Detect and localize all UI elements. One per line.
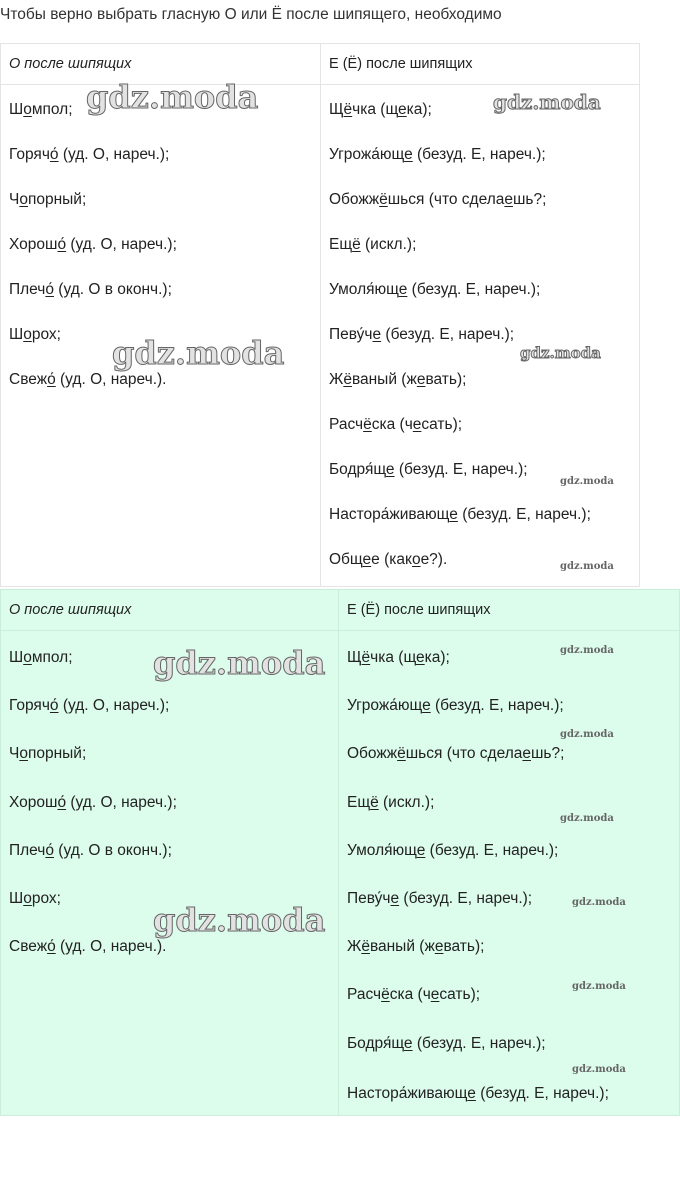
list-item: Чопорный; xyxy=(9,191,87,208)
header-o-after-sibilants: О после шипящих xyxy=(1,590,339,631)
list-item: Щёчка (щека); xyxy=(347,649,450,666)
watermark-logo: gdz.moda xyxy=(520,344,601,362)
header-e-after-sibilants: Е (Ё) после шипящих xyxy=(339,590,680,631)
right-column xyxy=(321,85,640,587)
list-item: Обожжёшься (что сделаешь?; xyxy=(329,191,547,208)
list-item: Свежо́ (уд. О, нареч.). xyxy=(9,938,167,956)
header-e-after-sibilants: Е (Ё) после шипящих xyxy=(321,44,640,85)
watermark-logo: gdz.moda xyxy=(493,90,601,114)
watermark-logo: gdz.moda xyxy=(112,334,285,372)
list-item: Певу́че (безуд. Е, нареч.); xyxy=(329,326,515,343)
watermark-logo: gdz.moda xyxy=(153,644,326,682)
list-item: Расчёска (чесать); xyxy=(329,416,463,433)
rules-table-1 xyxy=(0,43,640,587)
list-item: Чопорный; xyxy=(9,745,87,763)
list-item: Жёваный (жевать); xyxy=(347,938,485,956)
list-item: Общее (какое?). xyxy=(329,551,448,568)
list-item: Жёваный (жевать); xyxy=(329,371,467,388)
table-header-row xyxy=(1,44,640,85)
list-item: Умоля́юще (безуд. Е, нареч.); xyxy=(329,281,541,298)
rules-table-2 xyxy=(0,589,680,1116)
watermark-logo: gdz.moda xyxy=(560,561,614,572)
right-column xyxy=(339,631,680,1116)
table-body-row xyxy=(1,85,640,587)
list-item: Бодря́ще (безуд. Е, нареч.); xyxy=(329,461,528,478)
list-item: Свежо́ (уд. О, нареч.). xyxy=(9,371,167,388)
list-item: Угрожа́юще (безуд. Е, нареч.); xyxy=(329,146,546,163)
intro-text: Чтобы верно выбрать гласную О или Ё после шипящего, необходимо xyxy=(0,6,502,23)
watermark-logo: gdz.moda xyxy=(560,645,614,656)
header-o-after-sibilants: О после шипящих xyxy=(1,44,321,85)
list-item: Горячо́ (уд. О, нареч.); xyxy=(9,697,170,715)
list-item: Ещё (искл.); xyxy=(347,793,435,811)
list-item: Расчёска (чесать); xyxy=(347,986,481,1004)
left-column xyxy=(1,631,339,1116)
list-item: Шорох; xyxy=(9,889,61,907)
list-item: Хорошо́ (уд. О, нареч.); xyxy=(9,236,177,253)
list-item: Настора́живающе (безуд. Е, нареч.); xyxy=(347,1084,609,1102)
list-item: Настора́живающе (безуд. Е, нареч.); xyxy=(329,506,591,523)
list-item: Шорох; xyxy=(9,326,61,343)
watermark-logo: gdz.moda xyxy=(572,897,626,908)
watermark-logo: gdz.moda xyxy=(572,1064,626,1075)
list-item: Щёчка (щека); xyxy=(329,101,432,118)
list-item: Горячо́ (уд. О, нареч.); xyxy=(9,146,170,163)
watermark-logo: gdz.moda xyxy=(153,901,326,939)
watermark-logo: gdz.moda xyxy=(86,78,259,116)
list-item: Шомпол; xyxy=(9,101,73,118)
watermark-logo: gdz.moda xyxy=(572,981,626,992)
list-item: Певу́че (безуд. Е, нареч.); xyxy=(347,889,533,907)
watermark-logo: gdz.moda xyxy=(560,476,614,487)
list-item: Обожжёшься (что сделаешь?; xyxy=(347,745,565,763)
table-header-row xyxy=(1,590,680,631)
list-item: Хорошо́ (уд. О, нареч.); xyxy=(9,793,177,811)
watermark-logo: gdz.moda xyxy=(560,813,614,824)
left-column xyxy=(1,85,321,587)
watermark-logo: gdz.moda xyxy=(560,729,614,740)
list-item: Ещё (искл.); xyxy=(329,236,417,253)
list-item: Плечо́ (уд. О в оконч.); xyxy=(9,281,172,298)
list-item: Бодря́ще (безуд. Е, нареч.); xyxy=(347,1034,546,1052)
list-item: Умоля́юще (безуд. Е, нареч.); xyxy=(347,841,559,859)
list-item: Шомпол; xyxy=(9,649,73,666)
list-item: Угрожа́юще (безуд. Е, нареч.); xyxy=(347,697,564,715)
table-body-row xyxy=(1,631,680,1116)
list-item: Плечо́ (уд. О в оконч.); xyxy=(9,841,172,859)
